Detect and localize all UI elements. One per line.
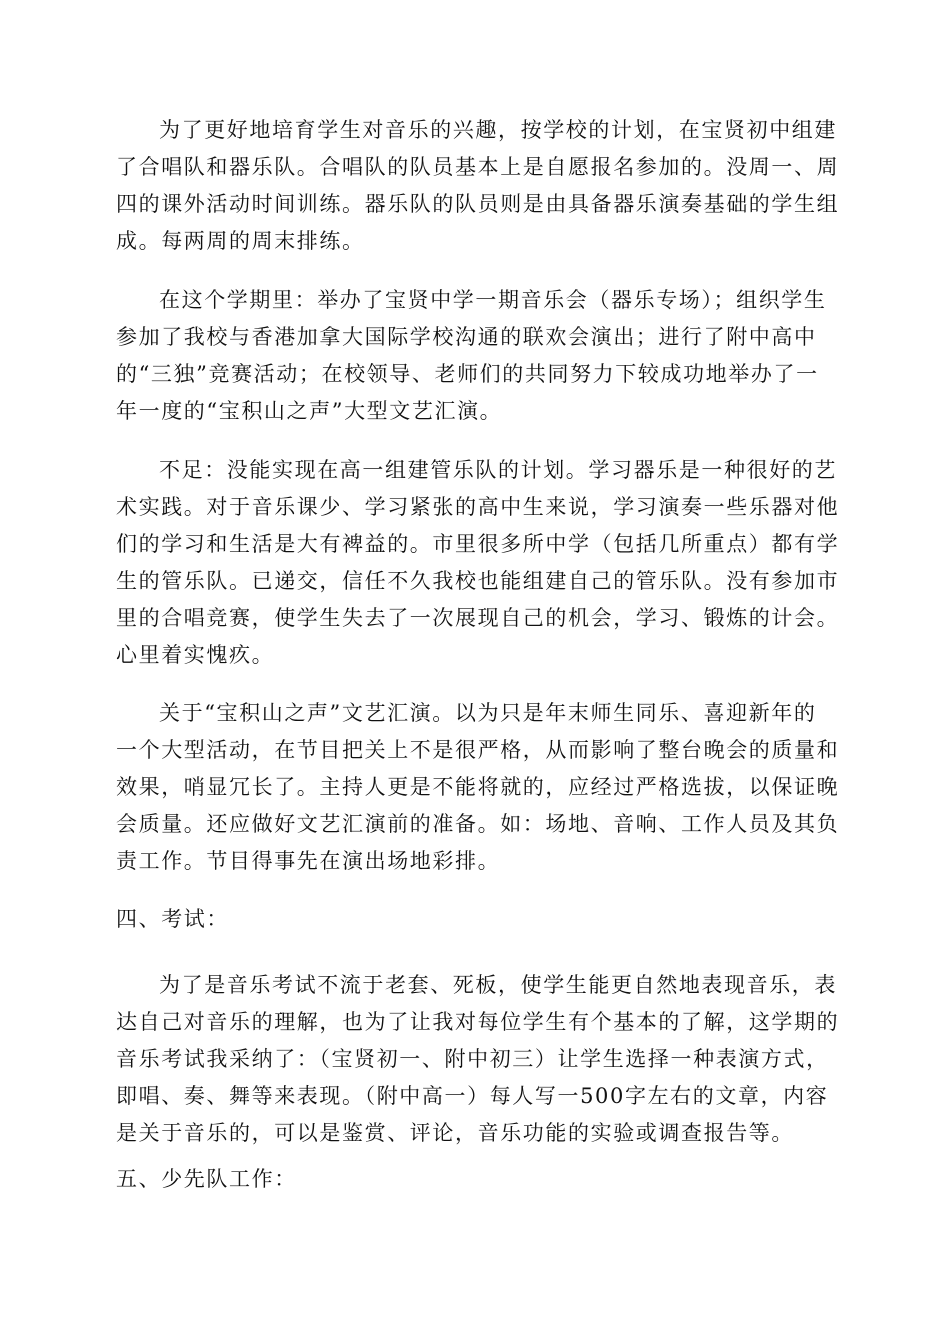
text-line: 参加了我校与香港加拿大国际学校沟通的联欢会演出；进行了附中高中 <box>116 325 817 349</box>
section-heading-young-pioneers <box>116 1161 836 1198</box>
paragraph-art-show <box>116 695 840 880</box>
text-line: 四的课外活动时间训练。器乐队的队员则是由具备器乐演奏基础的学生组 <box>116 192 840 216</box>
section-heading-exam <box>116 901 836 938</box>
text-line: 一个大型活动，在节目把关上不是很严格，从而影响了整台晚会的质量和 <box>116 738 840 762</box>
text-line: 了合唱队和器乐队。合唱队的队员基本上是自愿报名参加的。没周一、周 <box>116 155 840 179</box>
text-line: 责工作。节目得事先在演出场地彩排。 <box>116 849 501 873</box>
heading-text: 五、少先队工作： <box>116 1167 297 1191</box>
text-line: 们的学习和生活是大有裨益的。市里很多所中学（包括几所重点）都有学 <box>116 532 840 556</box>
text-line: 心里着实愧疚。 <box>116 643 275 667</box>
text-line: 里的合唱竞赛，使学生失去了一次展现自己的机会，学习、锻炼的计会。 <box>116 606 840 630</box>
text-line: 术实践。对于音乐课少、学习紧张的高中生来说，学习演奏一些乐器对他 <box>116 495 840 519</box>
text-line: 年一度的“宝积山之声”大型文艺汇演。 <box>116 399 503 423</box>
text-line: 为了是音乐考试不流于老套、死板，使学生能更自然地表现音乐，表 <box>159 973 837 997</box>
paragraph-exam <box>116 967 840 1152</box>
paragraph-shortcomings <box>116 452 840 674</box>
text-line: 会质量。还应做好文艺汇演前的准备。如：场地、音响、工作人员及其负 <box>116 812 840 836</box>
text-line: 是关于音乐的，可以是鉴赏、评论，音乐功能的实验或调查报告等。 <box>116 1121 794 1145</box>
text-line: 为了更好地培育学生对音乐的兴趣，按学校的计划，在宝贤初中组建 <box>159 118 837 142</box>
heading-text: 四、考试： <box>116 907 229 931</box>
text-line: 达自己对音乐的理解，也为了让我对每位学生有个基本的了解，这学期的 <box>116 1010 840 1034</box>
paragraph-music-groups <box>116 112 840 260</box>
text-line: 音乐考试我采纳了：（宝贤初一、附中初三）让学生选择一种表演方式， <box>116 1047 829 1071</box>
text-line: 的“三独”竞赛活动；在校领导、老师们的共同努力下较成功地举办了一 <box>116 362 819 386</box>
paragraph-semester-activities <box>116 282 836 430</box>
text-line: 不足：没能实现在高一组建管乐队的计划。学习器乐是一种很好的艺 <box>159 458 837 482</box>
text-line: 即唱、奏、舞等来表现。（附中高一）每人写一500字左右的文章，内容 <box>116 1084 829 1108</box>
text-line: 效果，哨显冗长了。主持人更是不能将就的，应经过严格选拔，以保证晚 <box>116 775 840 799</box>
text-line: 在这个学期里：举办了宝贤中学一期音乐会（器乐专场）；组织学生 <box>159 288 827 312</box>
text-line: 关于“宝积山之声”文艺汇演。以为只是年末师生同乐、喜迎新年的 <box>159 701 817 725</box>
text-line: 生的管乐队。已递交，信任不久我校也能组建自己的管乐队。没有参加市 <box>116 569 840 593</box>
text-line: 成。每两周的周末排练。 <box>116 229 365 253</box>
